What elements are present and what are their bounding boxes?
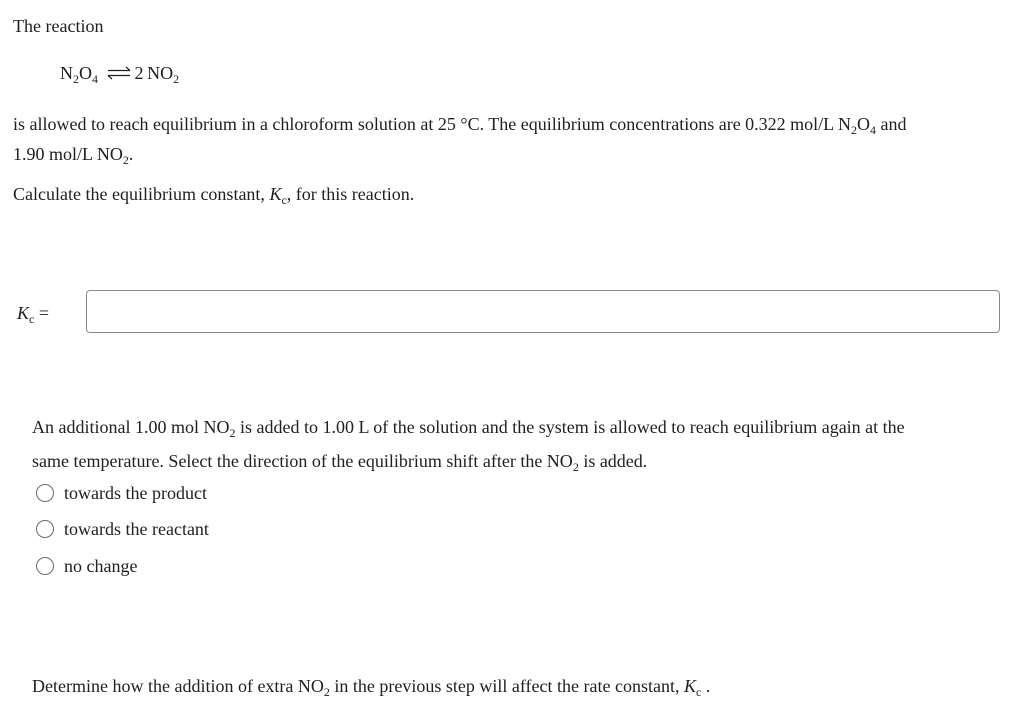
eq-reactant-o: O bbox=[79, 63, 92, 83]
question-1 bbox=[13, 184, 414, 205]
q1-text-a: Calculate the equilibrium constant, bbox=[13, 184, 270, 204]
eq-product-coef: 2 bbox=[134, 63, 144, 83]
kc-label-eq: = bbox=[38, 303, 49, 323]
q2-text-c: same temperature. Select the direction of the equilibrium shift after the NO bbox=[32, 451, 573, 471]
q3-k: K bbox=[683, 676, 696, 696]
q3-k-sub: c bbox=[696, 685, 702, 699]
condition-line-1 bbox=[13, 114, 907, 135]
eq-reactant-n: N bbox=[60, 63, 73, 83]
eq-product: NO bbox=[147, 63, 174, 83]
q3-text-a: Determine how the addition of extra NO bbox=[32, 676, 324, 696]
condition-sub1: 2 bbox=[851, 123, 858, 137]
radio-button[interactable] bbox=[36, 520, 54, 538]
q1-k-sub: c bbox=[281, 193, 287, 207]
option-towards-reactant[interactable] bbox=[36, 518, 209, 540]
condition-text-a: is allowed to reach equilibrium in a chloroform solution at 25 °C. The equilibrium concentrations are 0.322 mol/L N bbox=[13, 114, 852, 134]
eq-reactant-sub2: 4 bbox=[92, 72, 98, 86]
equilibrium-arrow-icon bbox=[106, 66, 132, 80]
option-no-change[interactable] bbox=[36, 555, 137, 577]
eq-reactant-sub1: 2 bbox=[73, 72, 79, 86]
reaction-equation bbox=[60, 63, 179, 84]
condition-o: O bbox=[857, 114, 871, 134]
option-towards-product[interactable] bbox=[36, 482, 207, 504]
kc-answer-input[interactable] bbox=[86, 290, 1000, 333]
radio-button[interactable] bbox=[36, 484, 54, 502]
q2-text-d: is added. bbox=[578, 451, 648, 471]
q3-sub: 2 bbox=[323, 685, 330, 699]
option-label: towards the product bbox=[64, 482, 207, 503]
q1-k: K bbox=[269, 184, 282, 204]
eq-product-sub: 2 bbox=[173, 72, 180, 86]
question-2-line-2 bbox=[32, 451, 647, 472]
option-label: towards the reactant bbox=[64, 518, 209, 539]
q2-sub2: 2 bbox=[572, 460, 579, 474]
question-2-line-1 bbox=[32, 417, 905, 438]
condition-sub2: 4 bbox=[870, 123, 877, 137]
intro-text: The reaction bbox=[13, 16, 104, 36]
radio-button[interactable] bbox=[36, 557, 54, 575]
condition-end: and bbox=[876, 114, 907, 134]
q1-text-b: , for this reaction. bbox=[286, 184, 415, 204]
kc-label bbox=[17, 303, 49, 324]
q3-end: . bbox=[705, 676, 711, 696]
question-3 bbox=[32, 676, 710, 697]
option-label: no change bbox=[64, 555, 138, 576]
kc-label-sub: c bbox=[29, 312, 35, 326]
condition2-end: . bbox=[128, 144, 134, 164]
q2-sub1: 2 bbox=[229, 426, 236, 440]
q3-text-b: in the previous step will affect the rate constant, bbox=[329, 676, 684, 696]
kc-label-k: K bbox=[17, 303, 30, 323]
condition-line-2 bbox=[13, 144, 133, 165]
condition2-text: 1.90 mol/L NO bbox=[13, 144, 123, 164]
condition2-sub: 2 bbox=[122, 153, 129, 167]
q2-text-a: An additional 1.00 mol NO bbox=[32, 417, 230, 437]
q2-text-b: is added to 1.00 L of the solution and the system is allowed to reach equilibrium again at the bbox=[235, 417, 905, 437]
